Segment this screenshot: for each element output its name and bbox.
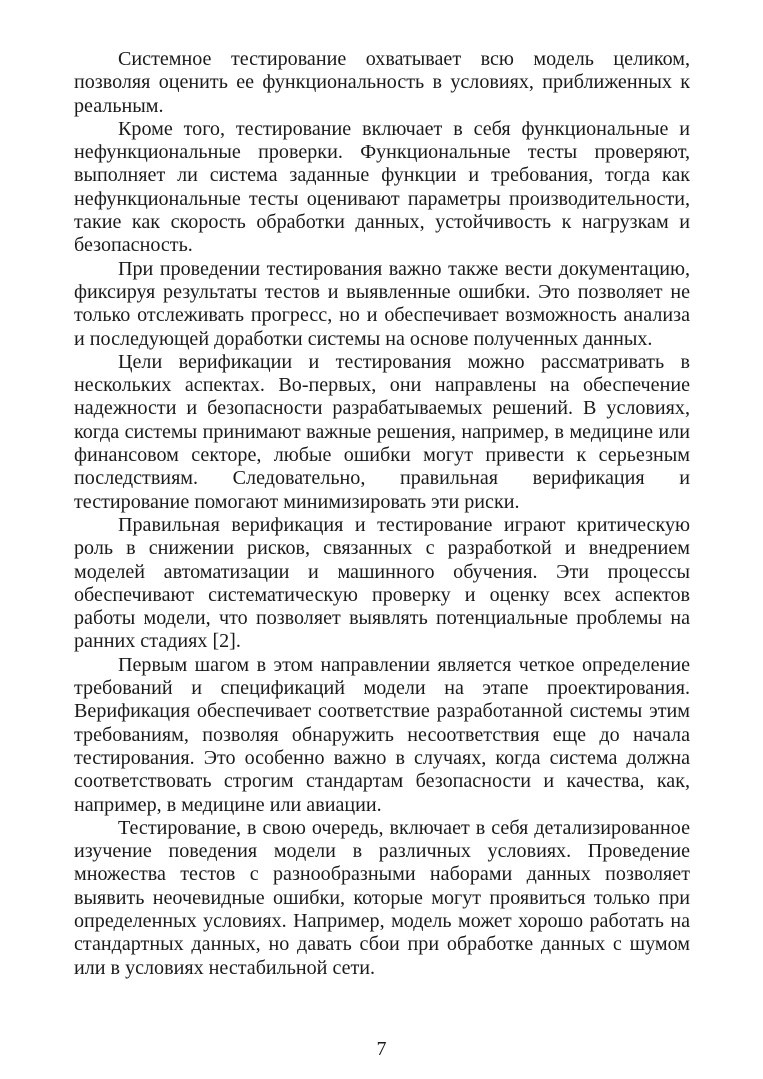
paragraph-risk-reduction: Правильная верификация и тестирование играют критическую роль в снижении рисков, связанных с разработкой и внедрением моделей автоматизации и машинного обучения. Эти процессы обеспечивают систематическую проверку и оценку всех аспектов работы модели, что позволяет выявлять потенциальные проблемы на ранних стадиях [2].	[74, 513, 690, 653]
page-body	[74, 48, 690, 980]
paragraph-goals: Цели верификации и тестирования можно рассматривать в нескольких аспектах. Во-первых, они направлены на обеспечение надежности и безопасности разрабатываемых решений. В условиях, когда системы принимают важные решения, например, в медицине или финансовом секторе, любые ошибки могут привести к серьезным последствиям. Следовательно, правильная верификация и тестирование помогают минимизировать эти риски.	[74, 350, 690, 513]
paragraph-first-step: Первым шагом в этом направлении является четкое определение требований и спецификаций модели на этапе проектирования. Верификация обеспечивает соответствие разработанной системы этим требованиям, позволяя обнаружить несоответствия еще до начала тестирования. Это особенно важно в случаях, когда система должна соответствовать строгим стандартам безопасности и качества, как, например, в медицине или авиации.	[74, 653, 690, 816]
paragraph-documentation: При проведении тестирования важно также вести документацию, фиксируя результаты тестов и выявленные ошибки. Это позволяет не только отслеживать прогресс, но и обеспечивает возможность анализа и последующей доработки системы на основе полученных данных.	[74, 257, 690, 350]
page-number: 7	[376, 1038, 387, 1060]
paragraph-functional-tests: Кроме того, тестирование включает в себя функциональные и нефункциональные проверки. Функциональные тесты проверяют, выполняет ли система заданные функции и требования, тогда как нефункциональные тесты оценивают параметры производительности, такие как скорость обработки данных, устойчивость к нагрузкам и безопасность.	[74, 117, 690, 257]
paragraph-detailed-testing: Тестирование, в свою очередь, включает в себя детализированное изучение поведения модели в различных условиях. Проведение множества тестов с разнообразными наборами данных позволяет выявить неочевидные ошибки, которые могут проявиться только при определенных условиях. Например, модель может хорошо работать на стандартных данных, но давать сбои при обработке данных с шумом или в условиях нестабильной сети.	[74, 816, 690, 979]
paragraph-system-testing: Системное тестирование охватывает всю модель целиком, позволяя оценить ее функциональность в условиях, приближенных к реальным.	[74, 48, 690, 117]
